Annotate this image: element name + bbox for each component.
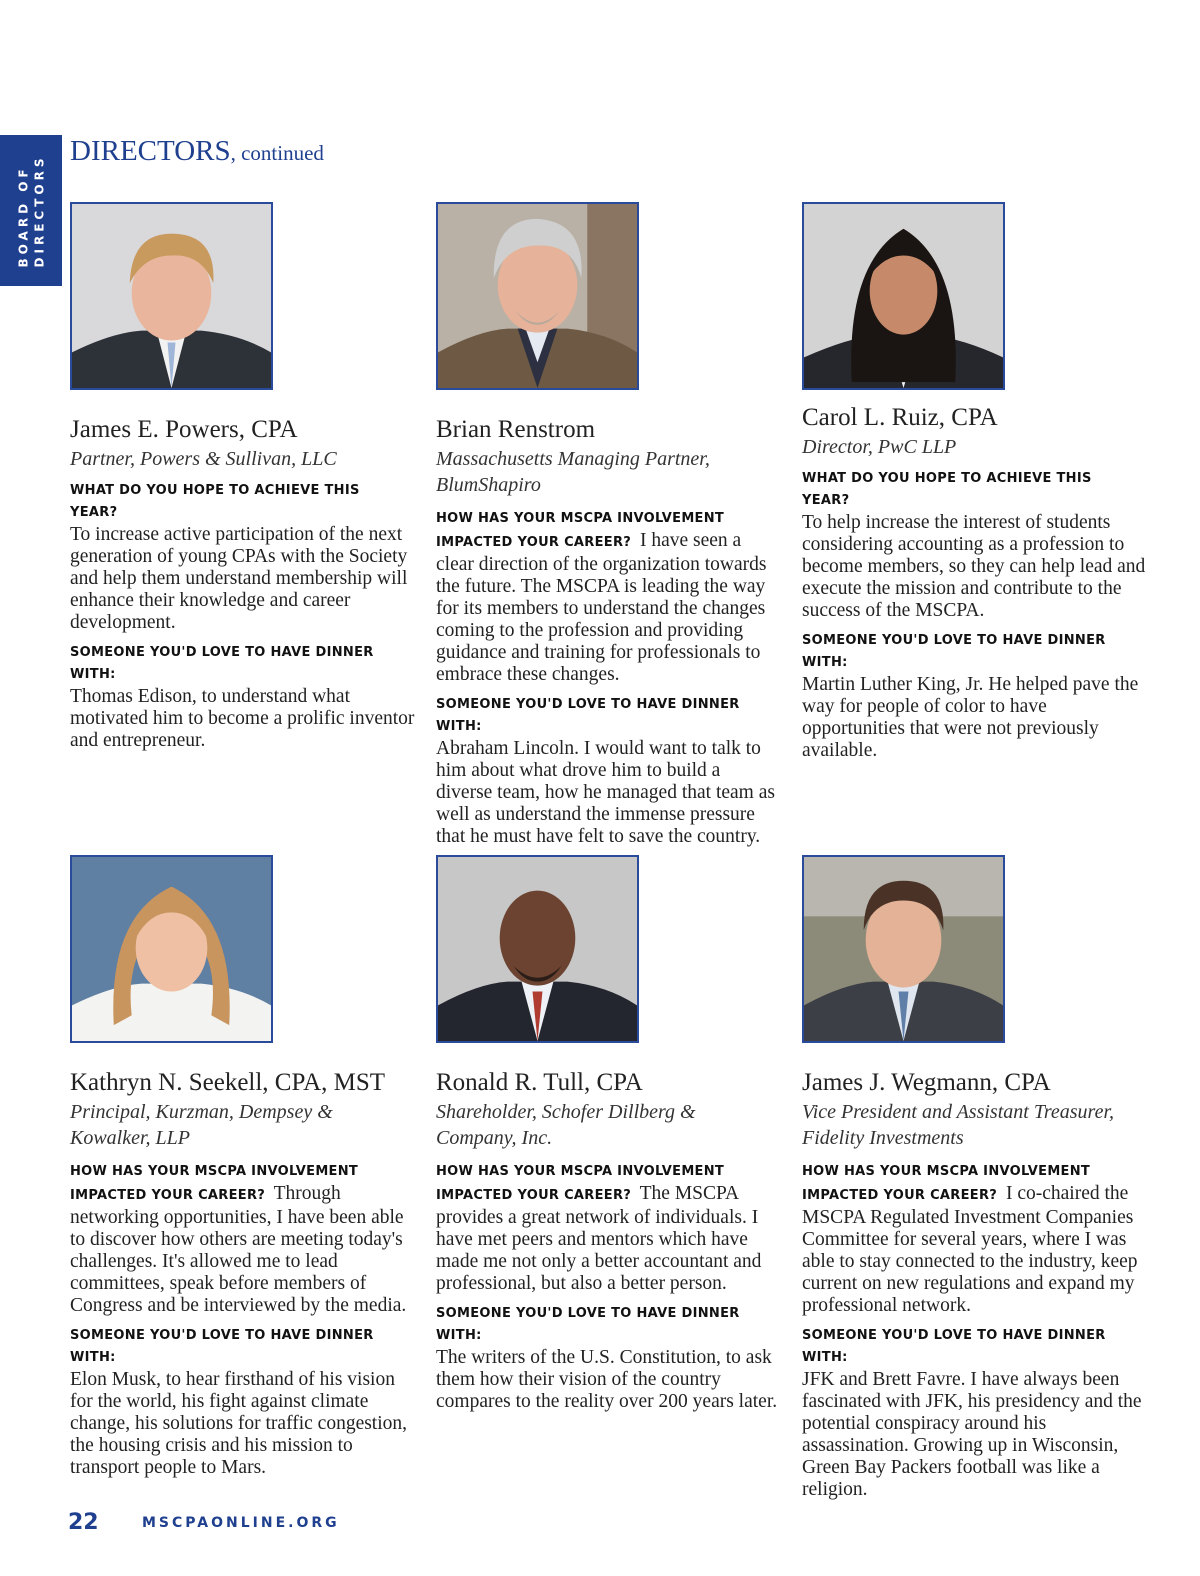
answer-text: I co-chaired the MSCPA Regulated Investment Companies Committee for several years, where I was able to stay connected to the industry, keep current on new regulations and expand my professional network. xyxy=(802,1183,1138,1316)
page-heading xyxy=(70,135,324,168)
director-name: Brian Renstrom xyxy=(436,416,596,443)
question-label: SOMEONE YOU'D LOVE TO HAVE DINNER WITH: xyxy=(802,633,1106,670)
director-card xyxy=(802,202,1147,762)
question-answer xyxy=(802,1159,1147,1317)
answer-text: Thomas Edison, to understand what motivated him to become a prolific inventor and entrepreneur. xyxy=(70,686,415,751)
director-card xyxy=(802,855,1147,1501)
question-label: SOMEONE YOU'D LOVE TO HAVE DINNER WITH: xyxy=(436,697,740,734)
headshot-photo xyxy=(802,202,1005,390)
director-card xyxy=(436,855,781,1413)
section-side-tab xyxy=(0,135,62,286)
answer-text: The writers of the U.S. Constitution, to ask them how their vision of the country compares to the reality over 200 years later. xyxy=(436,1347,778,1412)
headshot-photo xyxy=(802,855,1005,1043)
director-title: Vice President and Assistant Treasurer, Fidelity Investments xyxy=(802,1101,1115,1149)
headshot-photo xyxy=(70,855,273,1043)
headshot-photo xyxy=(436,202,639,390)
question-answer xyxy=(436,1159,781,1295)
question-answer xyxy=(436,694,781,848)
director-title: Massachusetts Managing Partner, BlumShapiro xyxy=(436,448,710,496)
footer-website-link[interactable]: MSCPAONLINE.ORG xyxy=(142,1515,340,1531)
question-answer xyxy=(70,1159,415,1317)
director-name: Carol L. Ruiz, CPA xyxy=(802,404,998,431)
answer-text: Abraham Lincoln. I would want to talk to him about what drove him to build a diverse team, how he managed that team as well as understand the immense pressure that he must have felt to save the country. xyxy=(436,738,775,847)
question-answer xyxy=(70,480,415,634)
question-answer xyxy=(802,630,1147,762)
question-label: HOW HAS YOUR MSCPA INVOLVEMENT IMPACTED YOUR CAREER? xyxy=(70,1164,359,1203)
question-label: HOW HAS YOUR MSCPA INVOLVEMENT IMPACTED YOUR CAREER? xyxy=(436,1164,725,1203)
answer-text: JFK and Brett Favre. I have always been fascinated with JFK, his presidency and the potential conspiracy around his assassination. Growing up in Wisconsin, Green Bay Packers football was like a religion. xyxy=(802,1369,1142,1500)
question-label: HOW HAS YOUR MSCPA INVOLVEMENT IMPACTED YOUR CAREER? xyxy=(436,511,725,550)
headshot-photo xyxy=(436,855,639,1043)
director-name: Kathryn N. Seekell, CPA, MST xyxy=(70,1069,386,1096)
question-label: HOW HAS YOUR MSCPA INVOLVEMENT IMPACTED YOUR CAREER? xyxy=(802,1164,1091,1203)
director-title: Director, PwC LLP xyxy=(802,436,957,458)
question-label: SOMEONE YOU'D LOVE TO HAVE DINNER WITH: xyxy=(436,1306,740,1343)
director-card xyxy=(436,202,781,848)
question-label: SOMEONE YOU'D LOVE TO HAVE DINNER WITH: xyxy=(70,645,374,682)
answer-text: Martin Luther King, Jr. He helped pave the way for people of color to have opportunities that were not previously available. xyxy=(802,674,1139,761)
question-answer xyxy=(70,1325,415,1479)
question-label: WHAT DO YOU HOPE TO ACHIEVE THIS YEAR? xyxy=(802,471,1092,508)
director-name: Ronald R. Tull, CPA xyxy=(436,1069,643,1096)
question-answer xyxy=(436,506,781,686)
answer-text: The MSCPA provides a great network of individuals. I have met peers and mentors which have made me not only a better accountant and professional, but also a better person. xyxy=(436,1183,762,1294)
question-label: WHAT DO YOU HOPE TO ACHIEVE THIS YEAR? xyxy=(70,483,360,520)
answer-text: To help increase the interest of students considering accounting as a profession to become members, so they can help lead and execute the mission and contribute to the success of the MSCPA. xyxy=(802,512,1146,621)
question-answer xyxy=(70,642,415,752)
director-title: Partner, Powers & Sullivan, LLC xyxy=(70,448,337,470)
answer-text: I have seen a clear direction of the organization towards the future. The MSCPA is leading the way for its members to understand the changes coming to the profession and providing guidance and training for professionals to embrace these changes. xyxy=(436,530,767,685)
page-subtitle: , continued xyxy=(230,141,324,165)
question-label: SOMEONE YOU'D LOVE TO HAVE DINNER WITH: xyxy=(802,1328,1106,1365)
answer-text: Through networking opportunities, I have been able to discover how others are meeting today's challenges. It's allowed me to lead committees, speak before members of Congress and be interviewed by the media. xyxy=(70,1183,407,1316)
headshot-photo xyxy=(70,202,273,390)
director-card xyxy=(70,202,415,752)
question-answer xyxy=(802,468,1147,622)
section-side-tab-label: BOARD OF DIRECTORS xyxy=(16,154,47,267)
answer-text: To increase active participation of the next generation of young CPAs with the Society and help them understand membership will enhance their knowledge and career development. xyxy=(70,524,408,633)
director-card xyxy=(70,855,415,1479)
question-answer xyxy=(802,1325,1147,1501)
question-label: SOMEONE YOU'D LOVE TO HAVE DINNER WITH: xyxy=(70,1328,374,1365)
page-number: 22 xyxy=(68,1510,99,1535)
answer-text: Elon Musk, to hear firsthand of his vision for the world, his fight against climate change, his solutions for traffic congestion, the housing crisis and his mission to transport people to Mars. xyxy=(70,1369,408,1478)
question-answer xyxy=(436,1303,781,1413)
page-title: DIRECTORS xyxy=(70,135,231,167)
director-name: James E. Powers, CPA xyxy=(70,416,298,443)
director-title: Principal, Kurzman, Dempsey & Kowalker, LLP xyxy=(70,1101,333,1149)
director-name: James J. Wegmann, CPA xyxy=(802,1069,1051,1096)
director-title: Shareholder, Schofer Dillberg & Company, Inc. xyxy=(436,1101,696,1149)
